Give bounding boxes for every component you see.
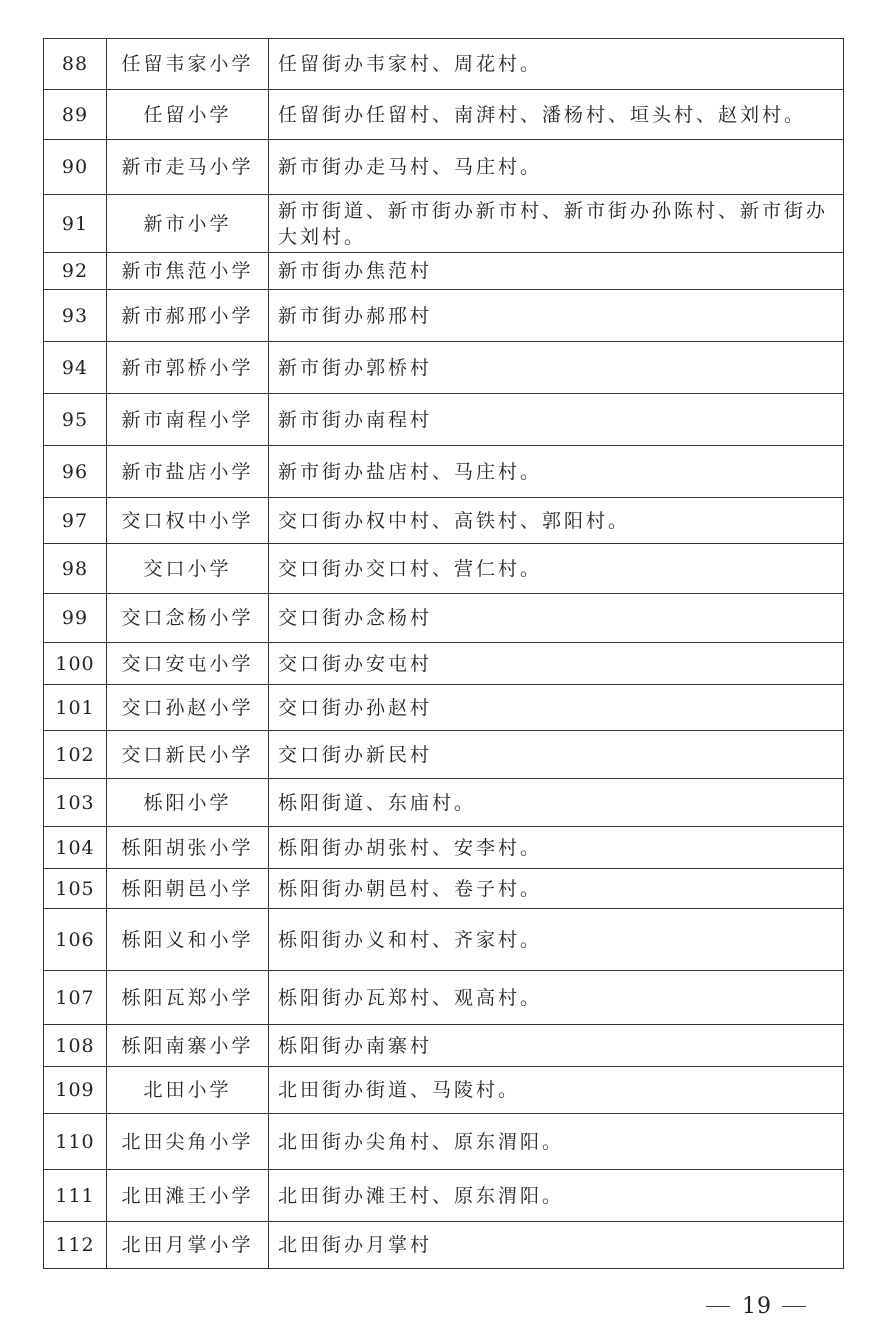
school-name-cell: 交口安屯小学 [107, 643, 269, 685]
table-row [44, 643, 844, 685]
table-row [44, 909, 844, 971]
school-name-cell: 栎阳朝邑小学 [107, 869, 269, 909]
table-row [44, 290, 844, 342]
row-number-cell: 112 [44, 1222, 107, 1269]
row-number-cell: 107 [44, 971, 107, 1025]
table-row [44, 1170, 844, 1222]
school-name-cell: 交口小学 [107, 544, 269, 594]
school-name-cell: 栎阳小学 [107, 779, 269, 827]
district-area-cell: 栎阳街道、东庙村。 [269, 779, 844, 827]
school-name-cell: 新市走马小学 [107, 140, 269, 195]
district-area-cell: 栎阳街办瓦郑村、观高村。 [269, 971, 844, 1025]
table-row [44, 1025, 844, 1067]
footer-dash-left [706, 1306, 730, 1307]
table-row [44, 446, 844, 498]
row-number-cell: 103 [44, 779, 107, 827]
table-row [44, 140, 844, 195]
school-name-cell: 交口新民小学 [107, 731, 269, 779]
school-name-cell: 任留韦家小学 [107, 39, 269, 90]
district-area-cell: 交口街办安屯村 [269, 643, 844, 685]
district-area-cell: 新市街道、新市街办新市村、新市街办孙陈村、新市街办大刘村。 [269, 195, 844, 253]
table-row [44, 1114, 844, 1170]
district-area-cell: 北田街办滩王村、原东渭阳。 [269, 1170, 844, 1222]
row-number-cell: 89 [44, 90, 107, 140]
table-row [44, 342, 844, 394]
school-name-cell: 栎阳南寨小学 [107, 1025, 269, 1067]
district-area-cell: 栎阳街办朝邑村、卷子村。 [269, 869, 844, 909]
school-district-table [43, 38, 844, 1269]
district-area-cell: 交口街办念杨村 [269, 594, 844, 643]
district-area-cell: 北田街办尖角村、原东渭阳。 [269, 1114, 844, 1170]
row-number-cell: 108 [44, 1025, 107, 1067]
school-name-cell: 新市盐店小学 [107, 446, 269, 498]
table-row [44, 1067, 844, 1114]
school-name-cell: 新市郝邢小学 [107, 290, 269, 342]
row-number-cell: 104 [44, 827, 107, 869]
school-name-cell: 任留小学 [107, 90, 269, 140]
school-name-cell: 交口念杨小学 [107, 594, 269, 643]
row-number-cell: 105 [44, 869, 107, 909]
district-area-cell: 北田街办月掌村 [269, 1222, 844, 1269]
table-row [44, 779, 844, 827]
row-number-cell: 98 [44, 544, 107, 594]
district-area-cell: 新市街办焦范村 [269, 253, 844, 290]
footer-dash-right [782, 1306, 806, 1307]
school-name-cell: 北田尖角小学 [107, 1114, 269, 1170]
school-name-cell: 栎阳胡张小学 [107, 827, 269, 869]
table-row [44, 394, 844, 446]
school-name-cell: 栎阳瓦郑小学 [107, 971, 269, 1025]
row-number-cell: 109 [44, 1067, 107, 1114]
row-number-cell: 99 [44, 594, 107, 643]
row-number-cell: 111 [44, 1170, 107, 1222]
table-row [44, 594, 844, 643]
school-name-cell: 新市小学 [107, 195, 269, 253]
row-number-cell: 95 [44, 394, 107, 446]
table-row [44, 731, 844, 779]
row-number-cell: 101 [44, 685, 107, 731]
table-row [44, 869, 844, 909]
school-name-cell: 北田月掌小学 [107, 1222, 269, 1269]
table-row [44, 253, 844, 290]
school-name-cell: 交口孙赵小学 [107, 685, 269, 731]
district-area-cell: 交口街办孙赵村 [269, 685, 844, 731]
row-number-cell: 94 [44, 342, 107, 394]
school-name-cell: 新市焦范小学 [107, 253, 269, 290]
table-row [44, 90, 844, 140]
row-number-cell: 97 [44, 498, 107, 544]
row-number-cell: 102 [44, 731, 107, 779]
district-area-cell: 新市街办郝邢村 [269, 290, 844, 342]
school-name-cell: 新市南程小学 [107, 394, 269, 446]
district-area-cell: 任留街办韦家村、周花村。 [269, 39, 844, 90]
table-row [44, 39, 844, 90]
row-number-cell: 96 [44, 446, 107, 498]
row-number-cell: 93 [44, 290, 107, 342]
district-area-cell: 新市街办走马村、马庄村。 [269, 140, 844, 195]
row-number-cell: 90 [44, 140, 107, 195]
district-area-cell: 交口街办新民村 [269, 731, 844, 779]
row-number-cell: 91 [44, 195, 107, 253]
table-body [44, 39, 844, 1269]
school-name-cell: 北田滩王小学 [107, 1170, 269, 1222]
district-area-cell: 任留街办任留村、南湃村、潘杨村、垣头村、赵刘村。 [269, 90, 844, 140]
district-area-cell: 新市街办郭桥村 [269, 342, 844, 394]
row-number-cell: 106 [44, 909, 107, 971]
table-row [44, 971, 844, 1025]
district-area-cell: 新市街办南程村 [269, 394, 844, 446]
school-name-cell: 栎阳义和小学 [107, 909, 269, 971]
row-number-cell: 100 [44, 643, 107, 685]
row-number-cell: 88 [44, 39, 107, 90]
district-area-cell: 栎阳街办义和村、齐家村。 [269, 909, 844, 971]
table-row [44, 1222, 844, 1269]
page-footer [0, 1292, 884, 1322]
table-row [44, 685, 844, 731]
district-area-cell: 北田街办街道、马陵村。 [269, 1067, 844, 1114]
district-area-cell: 栎阳街办胡张村、安李村。 [269, 827, 844, 869]
district-area-cell: 交口街办交口村、营仁村。 [269, 544, 844, 594]
school-name-cell: 北田小学 [107, 1067, 269, 1114]
district-area-cell: 栎阳街办南寨村 [269, 1025, 844, 1067]
row-number-cell: 110 [44, 1114, 107, 1170]
table-row [44, 195, 844, 253]
table-row [44, 544, 844, 594]
page-number: 19 [742, 1294, 772, 1319]
district-area-cell: 新市街办盐店村、马庄村。 [269, 446, 844, 498]
row-number-cell: 92 [44, 253, 107, 290]
school-name-cell: 新市郭桥小学 [107, 342, 269, 394]
district-area-cell: 交口街办权中村、高铁村、郭阳村。 [269, 498, 844, 544]
school-name-cell: 交口权中小学 [107, 498, 269, 544]
table-row [44, 498, 844, 544]
table-row [44, 827, 844, 869]
